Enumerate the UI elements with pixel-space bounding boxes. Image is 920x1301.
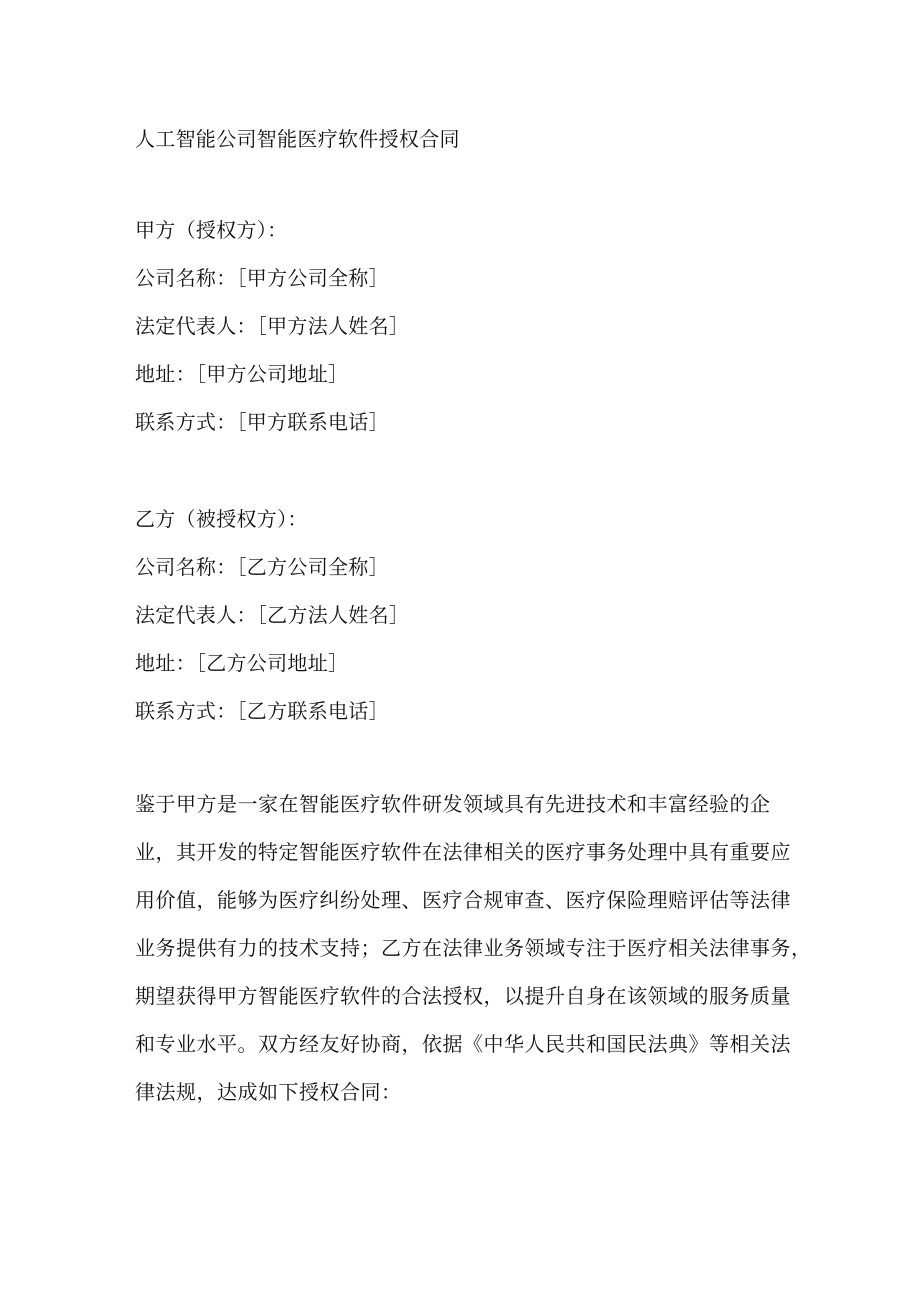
party-b-heading: 乙方（被授权方）： xyxy=(135,507,308,531)
party-b-representative: 法定代表人：［乙方法人姓名］ xyxy=(135,603,410,627)
party-a-contact: 联系方式：［甲方联系电话］ xyxy=(135,410,389,434)
preamble-line: 律法规，达成如下授权合同： xyxy=(135,1080,402,1104)
document-title: 人工智能公司智能医疗软件授权合同 xyxy=(135,127,460,151)
preamble-line: 期望获得甲方智能医疗软件的合法授权，以提升自身在该领域的服务质量 xyxy=(135,984,791,1008)
party-a-address: 地址：［甲方公司地址］ xyxy=(135,362,349,386)
preamble-line: 用价值，能够为医疗纠纷处理、医疗合规审查、医疗保险理赔评估等法律 xyxy=(135,888,791,912)
party-b-company: 公司名称：［乙方公司全称］ xyxy=(135,555,389,579)
party-b-contact: 联系方式：［乙方联系电话］ xyxy=(135,699,389,723)
preamble-line: 业务提供有力的技术支持；乙方在法律业务领域专注于医疗相关法律事务， xyxy=(135,936,812,960)
party-b-address: 地址：［乙方公司地址］ xyxy=(135,651,349,675)
party-a-representative: 法定代表人：［甲方法人姓名］ xyxy=(135,314,410,338)
preamble-line: 业，其开发的特定智能医疗软件在法律相关的医疗事务处理中具有重要应 xyxy=(135,840,791,864)
party-a-company: 公司名称：［甲方公司全称］ xyxy=(135,266,389,290)
party-a-heading: 甲方（授权方）： xyxy=(135,218,288,242)
preamble-line: 鉴于甲方是一家在智能医疗软件研发领域具有先进技术和丰富经验的企 xyxy=(135,792,771,816)
preamble-line: 和专业水平。双方经友好协商，依据《中华人民共和国民法典》等相关法 xyxy=(135,1032,791,1056)
preamble-paragraph xyxy=(135,790,812,1126)
